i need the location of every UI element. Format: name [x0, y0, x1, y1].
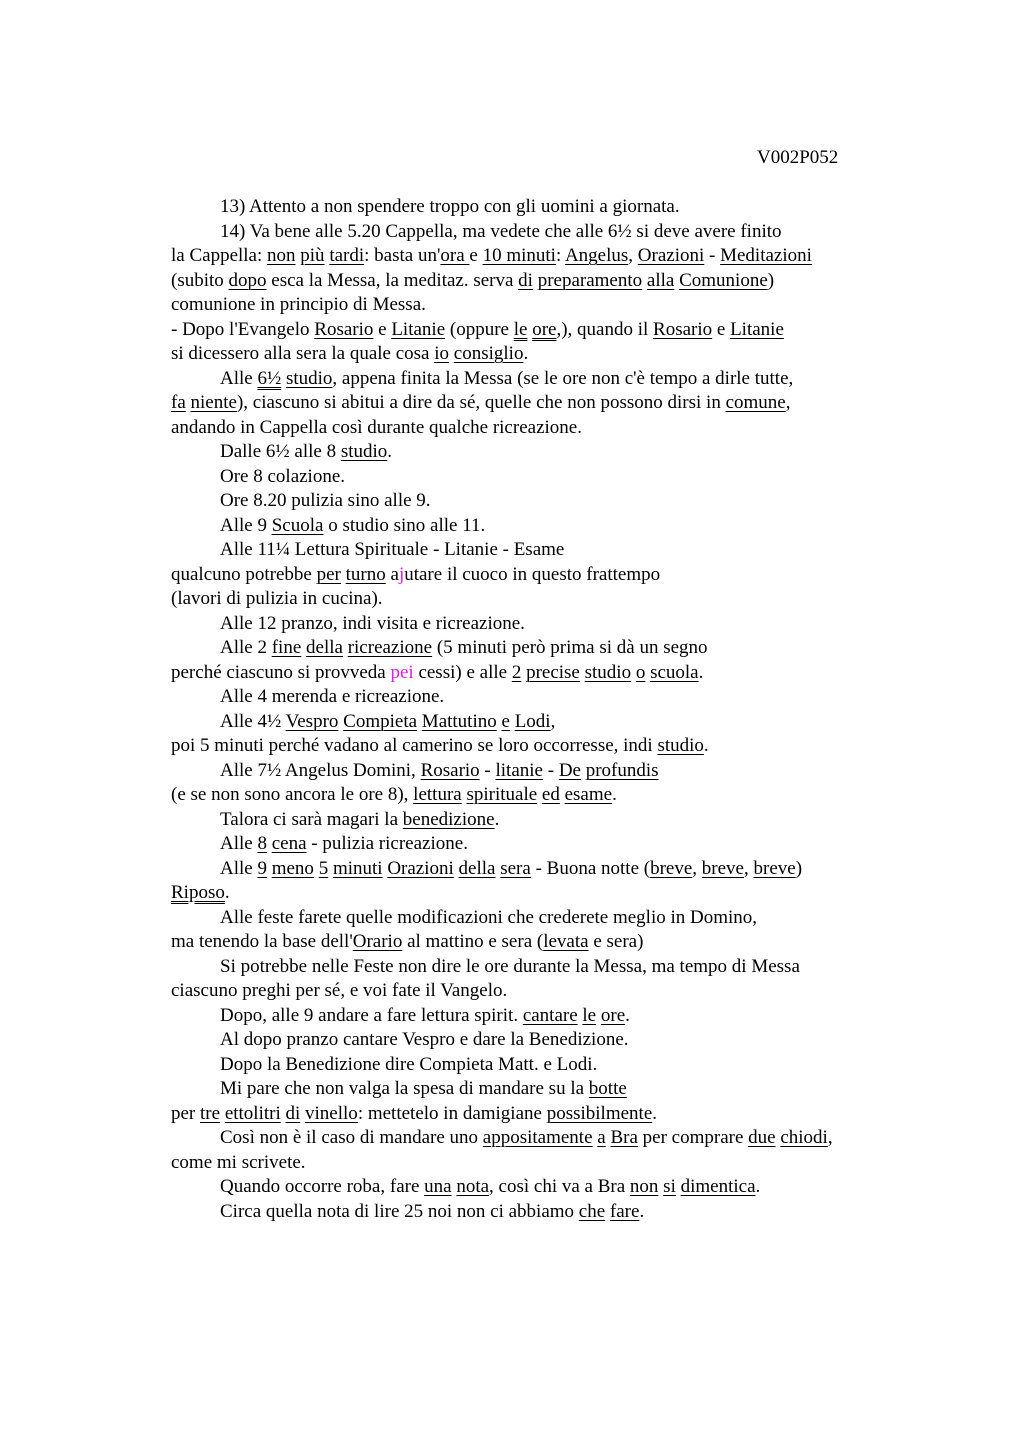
text-run: si dicessero alla sera la quale cosa — [171, 343, 435, 364]
text-line — [171, 1028, 911, 1053]
text-run: . — [755, 1176, 761, 1197]
text-line — [171, 220, 911, 245]
text-line — [171, 636, 911, 661]
text-line — [171, 955, 911, 980]
underlined-word: non — [267, 245, 296, 266]
underlined-word: fa — [171, 392, 186, 413]
text-line — [171, 318, 911, 343]
text-run: - pulizia ricreazione. — [306, 833, 468, 854]
text-run: Alle 11¼ Lettura Spirituale - Litanie - Esame — [220, 539, 565, 560]
underlined-word: benedizione — [402, 808, 495, 830]
text-run: Ore 8.20 pulizia sino alle 9. — [220, 490, 431, 511]
underlined-word: turno — [345, 563, 386, 585]
underlined-word: Angelus — [564, 245, 629, 266]
text-run: . — [639, 1200, 645, 1222]
text-run: . — [698, 661, 704, 683]
underlined-word: De — [558, 759, 581, 781]
underlined-word: meno — [271, 857, 314, 879]
text-line — [171, 563, 911, 588]
underlined-word: dopo — [228, 269, 267, 291]
underlined-word: dimentica — [680, 1176, 756, 1197]
text-run: Alle 9 — [220, 514, 272, 536]
text-run: Quando occorre roba, fare — [220, 1176, 425, 1197]
text-run: per comprare — [637, 1127, 749, 1148]
text-line — [171, 685, 911, 710]
underlined-word: ettolitri — [224, 1102, 281, 1124]
underlined-word: 5 — [318, 857, 329, 879]
underlined-word: botte — [588, 1078, 627, 1099]
underlined-word: levata — [543, 931, 589, 952]
underlined-word: scuola — [650, 661, 699, 683]
text-run: esca la Messa, la meditaz. serva — [266, 269, 519, 291]
text-run: 13) Attento a non spendere troppo con gli uomini a giornata. — [220, 196, 680, 217]
underlined-word: alla — [646, 269, 675, 291]
underlined-word: Riposo — [171, 882, 225, 903]
underlined-word: Bra — [610, 1127, 638, 1148]
underlined-word: breve — [701, 857, 744, 879]
underlined-word: ore — [532, 318, 557, 340]
underlined-word: a — [597, 1127, 606, 1148]
text-line — [171, 979, 911, 1004]
underlined-word: breve — [650, 857, 693, 879]
underlined-word: una — [424, 1176, 452, 1197]
text-run: Dopo, alle 9 andare a fare lettura spirit. — [220, 1004, 523, 1026]
underlined-word: ore — [600, 1004, 626, 1026]
text-line — [171, 612, 911, 637]
underlined-word: tre — [200, 1102, 221, 1124]
text-line — [171, 906, 911, 931]
underlined-word: fare — [609, 1200, 640, 1222]
text-run: Alle — [220, 367, 258, 389]
text-run: Talora ci sarà magari la — [220, 808, 403, 830]
text-run: o studio sino alle 11. — [323, 514, 486, 536]
text-run: Alle 7½ Angelus Domini, — [220, 759, 421, 781]
underlined-word: studio — [657, 735, 704, 756]
text-run: , — [628, 245, 638, 266]
underlined-word: precise — [526, 661, 580, 683]
text-run: . — [612, 784, 617, 805]
text-line — [171, 195, 911, 220]
underlined-word: vinello — [305, 1102, 358, 1124]
text-run: . — [625, 1004, 630, 1026]
underlined-word: fine — [271, 637, 302, 658]
text-line — [171, 783, 911, 808]
text-run: Si potrebbe nelle Feste non dire le ore durante la Messa, ma tempo di Messa — [220, 955, 800, 977]
underlined-word: ricreazione — [347, 637, 433, 658]
text-run: perché ciascuno si provveda — [171, 661, 391, 683]
underlined-word: che — [578, 1200, 606, 1222]
text-run: , — [785, 392, 791, 413]
text-run: (oppure — [445, 318, 514, 340]
text-line — [171, 808, 911, 833]
text-run: ma tenendo la base dell' — [171, 931, 353, 952]
text-line — [171, 440, 911, 465]
underlined-word: e — [501, 710, 510, 732]
text-run: Alle feste farete quelle modificazioni che crederete meglio in Domino, — [220, 906, 758, 928]
text-run: Mi pare che non valga la spesa di mandare su la — [220, 1078, 589, 1099]
underlined-word: Litanie — [391, 318, 446, 340]
text-line — [171, 514, 911, 539]
text-run: Alle 12 pranzo, indi visita e ricreazione. — [220, 612, 525, 634]
underlined-word: Rosario — [653, 318, 713, 340]
text-line — [171, 269, 911, 294]
text-run: (subito — [171, 269, 229, 291]
text-run: : — [555, 245, 565, 266]
text-line — [171, 465, 911, 490]
underlined-word: studio — [340, 441, 388, 462]
text-line — [171, 930, 911, 955]
underlined-word: si — [663, 1176, 676, 1197]
text-line — [171, 1200, 911, 1225]
underlined-word: Rosario — [314, 318, 374, 340]
text-run: Alle 2 — [220, 637, 272, 658]
underlined-word: cantare — [522, 1004, 578, 1026]
underlined-word: Vespro — [285, 710, 339, 732]
underlined-word: della — [458, 857, 496, 879]
text-line — [171, 1004, 911, 1029]
text-run: ciascuno preghi per sé, e voi fate il Vangelo. — [171, 980, 508, 1001]
text-run: e — [373, 318, 392, 340]
text-run: Alle — [220, 833, 258, 854]
text-line — [171, 759, 911, 784]
text-run: (lavori di pulizia in cucina). — [171, 588, 383, 609]
text-run: , — [692, 857, 702, 879]
text-line — [171, 416, 911, 441]
text-line — [171, 881, 911, 906]
underlined-word: di — [285, 1102, 301, 1124]
underlined-word: le — [513, 318, 528, 340]
text-line — [171, 367, 911, 392]
text-run: , così chi va a Bra — [489, 1176, 630, 1197]
text-line — [171, 293, 911, 318]
text-line — [171, 1126, 911, 1151]
text-run: poi 5 minuti perché vadano al camerino se loro occorresse, indi — [171, 735, 658, 756]
text-run: - Buona notte ( — [530, 857, 651, 879]
text-line — [171, 857, 911, 882]
text-run: - — [479, 759, 496, 781]
text-run: . — [703, 735, 709, 756]
underlined-word: Litanie — [730, 318, 784, 340]
underlined-word: Scuola — [271, 514, 324, 536]
text-line — [171, 1077, 911, 1102]
underlined-word: appositamente — [482, 1127, 593, 1148]
text-line — [171, 1102, 911, 1127]
highlighted-text: pei — [390, 661, 414, 683]
text-run: 14) Va bene alle 5.20 Cappella, ma vedete che alle 6½ si deve avere finito — [220, 220, 782, 242]
text-run: ), ciascuno si abitui a dire da sé, quelle che non possono dirsi in — [236, 392, 726, 413]
text-run: Ore 8 colazione. — [220, 465, 346, 487]
text-line — [171, 1053, 911, 1078]
underlined-word: niente — [190, 392, 237, 413]
underlined-word: nota — [456, 1176, 490, 1197]
text-line — [171, 734, 911, 759]
letter-body — [171, 195, 911, 1224]
highlighted-text: j — [398, 563, 405, 585]
text-run: Così non è il caso di mandare uno — [220, 1127, 483, 1148]
text-run: - — [542, 759, 559, 781]
text-run: - — [704, 245, 721, 266]
underlined-word: possibilmente — [546, 1102, 653, 1124]
text-run: comunione in principio di Messa. — [171, 294, 426, 315]
underlined-word: Orazioni — [637, 245, 705, 266]
text-run: . — [652, 1102, 658, 1124]
text-run: andando in Cappella così durante qualche ricreazione. — [171, 416, 582, 438]
text-run: qualcuno potrebbe — [171, 563, 317, 585]
underlined-word: studio — [285, 367, 333, 389]
underlined-word: tardi — [329, 245, 365, 266]
underlined-word: cena — [271, 833, 307, 854]
underlined-word: spirituale — [466, 784, 538, 805]
text-run: - Dopo l'Evangelo — [171, 318, 315, 340]
underlined-word: Orario — [352, 931, 403, 952]
underlined-word: 8 — [257, 833, 267, 854]
text-line — [171, 391, 911, 416]
text-run: ,), quando il — [556, 318, 654, 340]
text-run: come mi scrivete. — [171, 1151, 306, 1173]
text-run: utare il cuoco in questo frattempo — [404, 563, 661, 585]
text-run: e — [712, 318, 731, 340]
underlined-word: chiodi — [780, 1127, 828, 1148]
underlined-word: breve — [753, 857, 796, 879]
underlined-word: comune — [725, 392, 786, 413]
text-run: . — [224, 882, 230, 903]
underlined-word: litanie — [495, 759, 543, 781]
text-run: Al dopo pranzo cantare Vespro e dare la Benedizione. — [220, 1029, 629, 1050]
underlined-word: Comunione — [679, 269, 768, 291]
text-line — [171, 489, 911, 514]
underlined-word: 2 — [511, 661, 522, 683]
underlined-word: lettura — [413, 784, 462, 805]
underlined-word: due — [748, 1127, 776, 1148]
text-run: a — [385, 563, 399, 585]
underlined-word: Meditazioni — [720, 245, 812, 266]
underlined-word: Rosario — [420, 759, 480, 781]
text-run: e — [469, 245, 483, 266]
underlined-word: 6½ — [257, 367, 282, 389]
text-run: , — [827, 1127, 833, 1148]
text-run: : mettetelo in damigiane — [357, 1102, 547, 1124]
underlined-word: di — [518, 269, 533, 291]
underlined-word: più — [300, 245, 325, 266]
underlined-word: Lodi — [514, 710, 551, 732]
text-run: per — [171, 1102, 201, 1124]
text-run: , appena finita la Messa (se le ore non c'è tempo a dirle tutte, — [332, 367, 794, 389]
text-run: (5 minuti però prima si dà un segno — [432, 637, 708, 658]
text-line — [171, 538, 911, 563]
page-code: V002P052 — [757, 147, 839, 168]
text-run: . — [494, 808, 500, 830]
text-run: Alle 4½ — [220, 710, 286, 732]
text-run: ) — [767, 269, 775, 291]
underlined-word: minuti — [332, 857, 383, 879]
text-line — [171, 244, 911, 269]
text-line — [171, 587, 911, 612]
underlined-word: per — [316, 563, 341, 585]
text-run: (e se non sono ancora le ore 8), — [171, 784, 414, 805]
underlined-word: ora — [440, 245, 470, 266]
text-line — [171, 1151, 911, 1176]
underlined-word: 10 minuti — [482, 245, 556, 266]
text-run: : basta un' — [364, 245, 441, 266]
text-run: . — [523, 343, 529, 364]
underlined-word: della — [306, 637, 343, 658]
underlined-word: ed — [541, 784, 560, 805]
underlined-word: studio — [584, 661, 632, 683]
text-run: ) — [795, 857, 803, 879]
text-run: e sera) — [588, 931, 644, 952]
text-run: Alle 4 merenda e ricreazione. — [220, 686, 445, 707]
underlined-word: non — [629, 1176, 659, 1197]
text-run: Circa quella nota di lire 25 noi non ci abbiamo — [220, 1200, 579, 1222]
text-run: . — [387, 441, 393, 462]
underlined-word: consiglio — [453, 343, 524, 364]
underlined-word: 9 — [257, 857, 267, 879]
underlined-word: io — [434, 343, 450, 364]
underlined-word: sera — [500, 857, 531, 879]
text-line — [171, 661, 911, 686]
underlined-word: Compieta — [343, 710, 418, 732]
text-line — [171, 342, 911, 367]
underlined-word: o — [635, 661, 646, 683]
underlined-word: le — [582, 1004, 597, 1026]
text-run: , — [744, 857, 754, 879]
text-run: la Cappella: — [171, 245, 268, 266]
text-run: Dopo la Benedizione dire Compieta Matt. e Lodi. — [220, 1053, 598, 1075]
underlined-word: esame — [564, 784, 613, 805]
text-line — [171, 710, 911, 735]
underlined-word: Mattutino — [421, 710, 497, 732]
text-run: , — [550, 710, 556, 732]
text-line — [171, 832, 911, 857]
underlined-word: Orazioni — [387, 857, 454, 879]
text-run: al mattino e sera ( — [402, 931, 544, 952]
text-run: Dalle 6½ alle 8 — [220, 441, 341, 462]
text-run: cessi) e alle — [413, 661, 512, 683]
underlined-word: preparamento — [537, 269, 643, 291]
underlined-word: profundis — [585, 759, 659, 781]
text-run: Alle — [220, 857, 258, 879]
text-line — [171, 1175, 911, 1200]
